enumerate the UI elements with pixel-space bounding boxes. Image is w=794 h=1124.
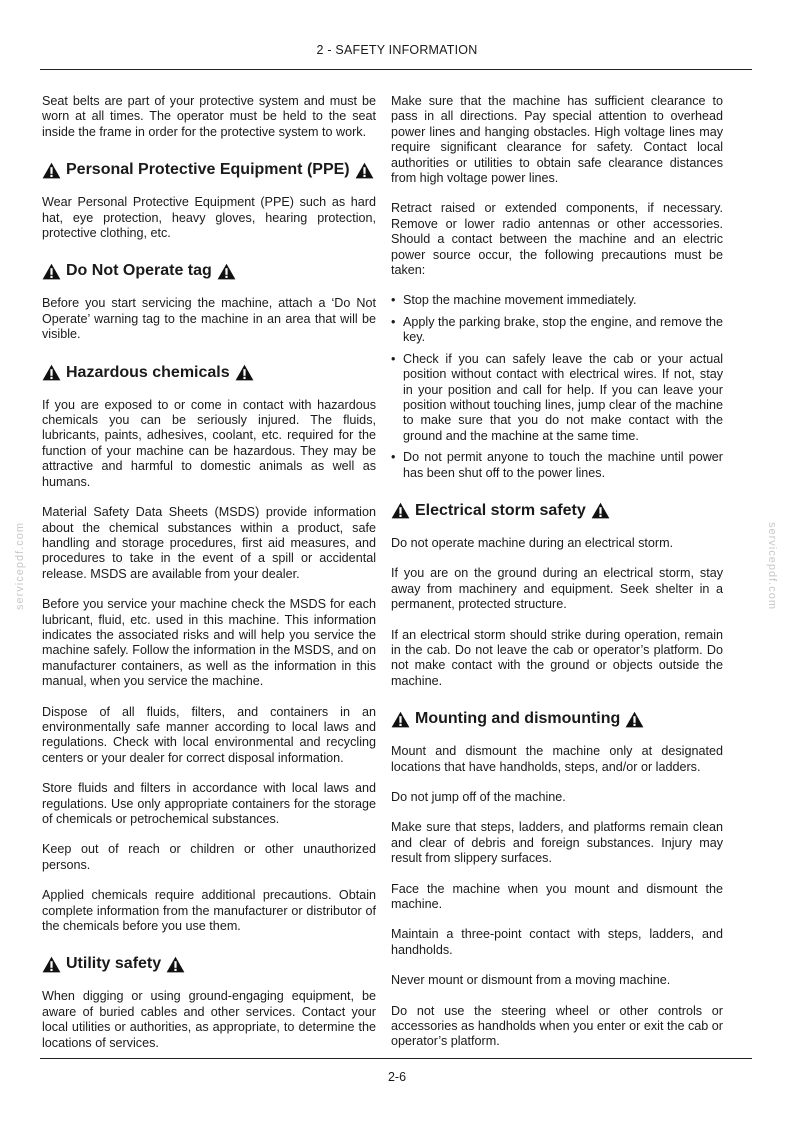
warning-triangle-icon [235, 364, 254, 381]
page-header-title: 2 - SAFETY INFORMATION [316, 43, 478, 57]
mount-paragraph: Make sure that steps, ladders, and platforms remain clean and clear of debris and foreign substances. Injury may result from slippery surfaces. [391, 820, 723, 866]
watermark-right: servicepdf.com [765, 522, 778, 610]
list-item: • Check if you can safely leave the cab or your actual position without contact with electrical wires. If not, stay in your position and call for help. If you can leave your position without touching lines, jump clear of the machine to make sure that you do not make contact with the ground and the machine at the same time. [391, 351, 723, 443]
list-item: • Stop the machine movement immediately. [391, 293, 637, 308]
hazardous-paragraph: If you are exposed to or come in contact with hazardous chemicals you can be seriously injured. The fluids, lubricants, paints, adhesives, coolant, etc. required for the function of your machine can be hazardous. They may be attractive and harmful to domestic animals as well as humans. [42, 397, 376, 489]
warning-triangle-icon [217, 263, 236, 280]
warning-triangle-icon [625, 711, 644, 728]
storm-ground-paragraph: If you are on the ground during an electrical storm, stay away from machinery and equipment. Seek shelter in a permanent, protected structure. [391, 566, 723, 612]
warning-triangle-icon [355, 162, 374, 179]
utility-paragraph: When digging or using ground-engaging equipment, be aware of buried cables and other services. Contact your local utilities or authorities, as appropriate, to determine the locations of services. [42, 989, 376, 1050]
warning-triangle-icon [42, 956, 61, 973]
mount-paragraph: Maintain a three-point contact with steps, ladders, and handholds. [391, 927, 723, 957]
page-number: 2-6 [387, 1070, 407, 1084]
section-heading-ppe [42, 160, 376, 180]
applied-chemicals-paragraph: Applied chemicals require additional precautions. Obtain complete information from the manufacturer or distributor of the chemicals before you use them. [42, 888, 376, 934]
warning-triangle-icon [591, 502, 610, 519]
list-item: • Do not permit anyone to touch the machine until power has been shut off to the power lines. [391, 450, 723, 480]
section-heading-text: Mounting and dismounting [415, 710, 621, 728]
section-heading-utility-safety [42, 954, 376, 974]
warning-triangle-icon [42, 162, 61, 179]
section-heading-electrical-storm [391, 501, 723, 521]
right-column [391, 94, 723, 1065]
ppe-paragraph: Wear Personal Protective Equipment (PPE) such as hard hat, eye protection, heavy gloves, hearing protection, protective clothing, etc. [42, 195, 376, 241]
msds-paragraph: Material Safety Data Sheets (MSDS) provide information about the chemical substances within a product, safe handling and storage procedures, first aid measures, and procedures to take in the event of a spill or accidental release. MSDS are available from your dealer. [42, 505, 376, 581]
section-heading-text: Electrical storm safety [415, 501, 586, 519]
mount-paragraph: Face the machine when you mount and dismount the machine. [391, 881, 723, 912]
watermark-left: servicepdf.com [13, 522, 26, 610]
disposal-paragraph: Dispose of all fluids, filters, and containers in an environmentally safe manner according to local laws and regulations. Check with local environmental and recycling centers or your dealer for correct disposal information. [42, 704, 376, 765]
mount-paragraph: Do not use the steering wheel or other controls or accessories as handholds when you enter or exit the cab or operator’s platform. [391, 1003, 723, 1049]
seatbelt-paragraph: Seat belts are part of your protective system and must be worn at all times. The operator must be held to the seat inside the frame in order for the protective system to work. [42, 94, 376, 139]
do-not-operate-paragraph: Before you start servicing the machine, attach a ‘Do Not Operate’ warning tag to the machine in an area that will be visible. [42, 296, 376, 342]
keep-out-paragraph: Keep out of reach or children or other unauthorized persons. [42, 842, 376, 872]
list-item: • Apply the parking brake, stop the engine, and remove the key. [391, 314, 723, 345]
mount-paragraph: Mount and dismount the machine only at designated locations that have handholds, steps, and/or or ladders. [391, 744, 723, 774]
storm-operation-paragraph: If an electrical storm should strike during operation, remain in the cab. Do not leave the cab or operator’s platform. Do not make contact with the ground or objects outside the machine. [391, 627, 723, 688]
warning-triangle-icon [166, 956, 185, 973]
storm-paragraph: Do not operate machine during an electrical storm. [391, 535, 674, 550]
warning-triangle-icon [391, 502, 410, 519]
mount-paragraph: Never mount or dismount from a moving machine. [391, 973, 671, 988]
header-divider [40, 69, 752, 70]
retract-paragraph: Retract raised or extended components, if necessary. Remove or lower radio antennas or other accessories. Should a contact between the machine and an electric power source occur, the following precautions must be taken: [391, 201, 723, 278]
section-heading-mounting [391, 709, 723, 729]
warning-triangle-icon [42, 263, 61, 280]
precautions-list [391, 293, 723, 480]
section-heading-text: Hazardous chemicals [66, 363, 230, 381]
warning-triangle-icon [391, 711, 410, 728]
section-heading-text: Personal Protective Equipment (PPE) [66, 161, 350, 179]
section-heading-text: Do Not Operate tag [66, 262, 212, 280]
section-heading-text: Utility safety [66, 955, 162, 973]
mount-paragraph: Do not jump off of the machine. [391, 790, 566, 804]
section-heading-do-not-operate [42, 261, 376, 281]
msds-check-paragraph: Before you service your machine check the MSDS for each lubricant, fluid, etc. used in this machine. This information indicates the associated risks and will help you service the machine safely. Follow the information in the MSDS, and on manufacturer containers, as well as the information in this manual, when you service the machine. [42, 597, 376, 689]
clearance-paragraph: Make sure that the machine has sufficient clearance to pass in all directions. Pay special attention to overhead power lines and hanging obstacles. High voltage lines may require significant clearance for safety. Contact local authorities or utilities to obtain safe clearance distances from high voltage power lines. [391, 94, 723, 186]
warning-triangle-icon [42, 364, 61, 381]
footer-divider [40, 1058, 752, 1059]
section-heading-hazardous-chemicals [42, 363, 376, 383]
storage-paragraph: Store fluids and filters in accordance with local laws and regulations. Use only appropriate containers for the storage of chemicals or petrochemical substances. [42, 781, 376, 826]
left-column [42, 94, 376, 1066]
